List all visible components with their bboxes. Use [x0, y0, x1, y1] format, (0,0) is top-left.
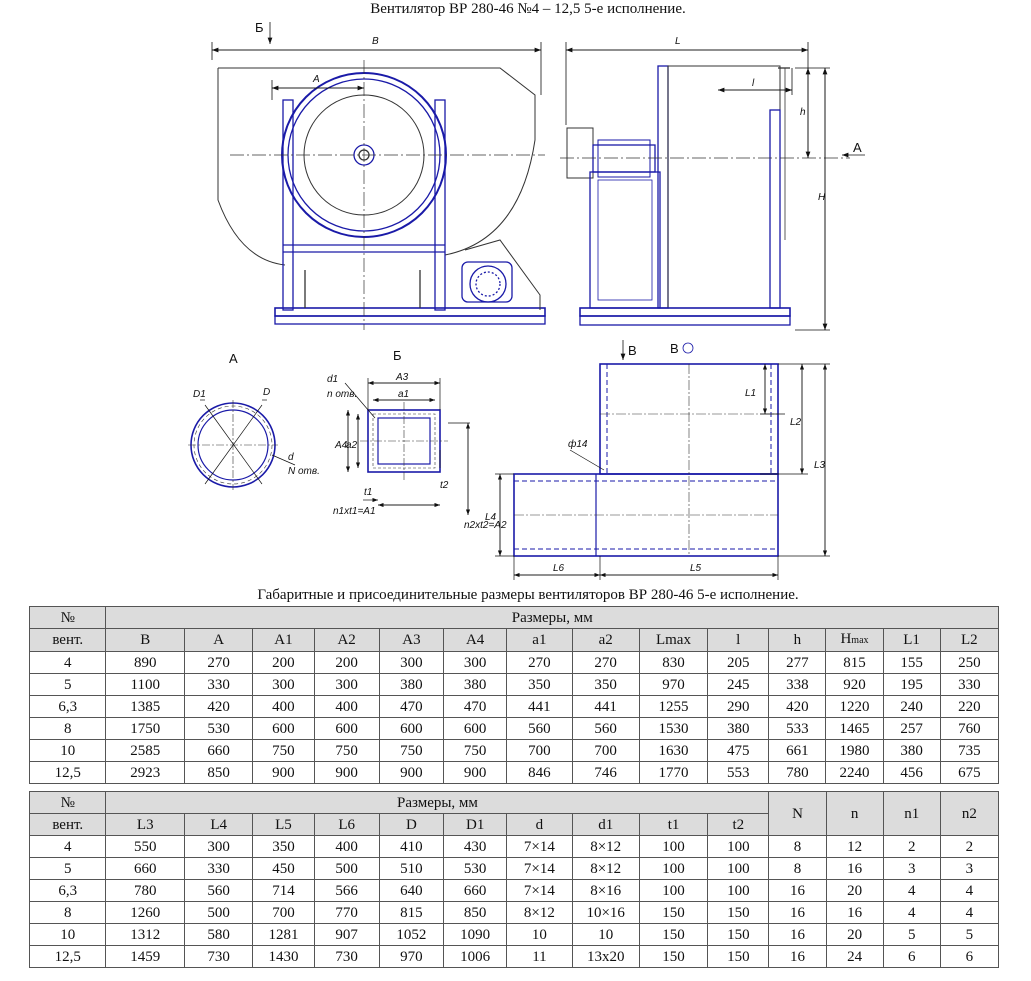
row-number-cell: 5	[30, 674, 106, 696]
value-cell: 100	[639, 880, 707, 902]
value-cell: 100	[708, 858, 769, 880]
value-cell: 920	[826, 674, 883, 696]
value-cell: 8×12	[507, 902, 572, 924]
value-cell: 100	[708, 880, 769, 902]
col-header: a1	[507, 629, 572, 652]
value-cell: 510	[379, 858, 443, 880]
row-number-cell: 10	[30, 740, 106, 762]
value-cell: 750	[379, 740, 443, 762]
value-cell: 1530	[639, 718, 707, 740]
dim-l1-label: L1	[745, 388, 757, 399]
col-header: t1	[639, 814, 707, 836]
value-cell: 470	[444, 696, 507, 718]
rect-n-holes-label: n отв.	[327, 389, 358, 400]
value-cell: 150	[708, 924, 769, 946]
row-number-cell: 12,5	[30, 762, 106, 784]
flange-n-holes-label: N отв.	[288, 466, 320, 477]
value-cell: 675	[940, 762, 998, 784]
value-cell: 13x20	[572, 946, 639, 968]
front-view	[218, 60, 545, 330]
value-cell: 7×14	[507, 858, 572, 880]
value-cell: 1006	[444, 946, 507, 968]
col-header: A2	[314, 629, 379, 652]
value-cell: 6	[883, 946, 940, 968]
value-cell: 830	[639, 652, 707, 674]
col-header: Lmax	[639, 629, 707, 652]
value-cell: 10	[507, 924, 572, 946]
value-cell: 420	[769, 696, 826, 718]
row-number-cell: 8	[30, 902, 106, 924]
rect-n2xt2-label: n2xt2=A2	[464, 520, 507, 531]
value-cell: 1630	[639, 740, 707, 762]
value-cell: 750	[444, 740, 507, 762]
value-cell: 4	[940, 880, 998, 902]
value-cell: 700	[507, 740, 572, 762]
value-cell: 746	[572, 762, 639, 784]
group-header: Размеры, мм	[106, 607, 999, 629]
flange-d-label: D	[263, 387, 271, 398]
view-a-label: A	[229, 351, 238, 366]
col-header: A4	[444, 629, 507, 652]
dimensions-table-2	[29, 791, 999, 968]
value-cell: 300	[314, 674, 379, 696]
row-number-cell: 10	[30, 924, 106, 946]
dimensions-table-1	[29, 606, 999, 784]
value-cell: 1980	[826, 740, 883, 762]
value-cell: 10×16	[572, 902, 639, 924]
value-cell: 24	[826, 946, 883, 968]
col-header: n1	[883, 792, 940, 836]
value-cell: 735	[940, 740, 998, 762]
value-cell: 1430	[253, 946, 314, 968]
col-header: n	[826, 792, 883, 836]
value-cell: 20	[826, 924, 883, 946]
side-view	[560, 66, 850, 325]
value-cell: 1090	[444, 924, 507, 946]
value-cell: 3	[883, 858, 940, 880]
rect-t2-label: t2	[440, 480, 449, 491]
section-b-label: Б	[255, 20, 264, 35]
col-header: L5	[253, 814, 314, 836]
value-cell: 730	[185, 946, 253, 968]
value-cell: 850	[185, 762, 253, 784]
value-cell: 470	[379, 696, 443, 718]
col-header: L3	[106, 814, 185, 836]
value-cell: 750	[314, 740, 379, 762]
value-cell: 380	[379, 674, 443, 696]
value-cell: 338	[769, 674, 826, 696]
value-cell: 441	[572, 696, 639, 718]
value-cell: 1750	[106, 718, 185, 740]
table-row	[30, 924, 999, 946]
table-row	[30, 946, 999, 968]
value-cell: 6	[940, 946, 998, 968]
value-cell: 5	[883, 924, 940, 946]
rect-a4-label: A4	[335, 440, 348, 451]
value-cell: 300	[444, 652, 507, 674]
value-cell: 850	[444, 902, 507, 924]
group-header: Размеры, мм	[106, 792, 769, 814]
dim-h-label: h	[800, 107, 806, 118]
col-header: L1	[883, 629, 940, 652]
base-plan-view	[514, 364, 778, 556]
value-cell: 750	[253, 740, 314, 762]
value-cell: 560	[572, 718, 639, 740]
value-cell: 400	[314, 836, 379, 858]
flange-view-b	[360, 402, 448, 480]
value-cell: 900	[444, 762, 507, 784]
value-cell: 8	[769, 836, 826, 858]
value-cell: 257	[883, 718, 940, 740]
value-cell: 4	[883, 880, 940, 902]
value-cell: 205	[708, 652, 769, 674]
num-header-bottom: вент.	[30, 629, 106, 652]
num-header-bottom: вент.	[30, 814, 106, 836]
value-cell: 150	[639, 902, 707, 924]
rect-d1-label: d1	[327, 374, 339, 385]
value-cell: 600	[314, 718, 379, 740]
value-cell: 780	[769, 762, 826, 784]
value-cell: 240	[883, 696, 940, 718]
dim-l-label: l	[752, 78, 755, 89]
value-cell: 1260	[106, 902, 185, 924]
value-cell: 16	[769, 946, 826, 968]
value-cell: 600	[379, 718, 443, 740]
value-cell: 250	[940, 652, 998, 674]
value-cell: 300	[253, 674, 314, 696]
value-cell: 580	[185, 924, 253, 946]
value-cell: 550	[106, 836, 185, 858]
value-cell: 277	[769, 652, 826, 674]
value-cell: 8×12	[572, 836, 639, 858]
value-cell: 970	[379, 946, 443, 968]
value-cell: 150	[639, 946, 707, 968]
table-row	[30, 674, 999, 696]
value-cell: 700	[572, 740, 639, 762]
value-cell: 1385	[106, 696, 185, 718]
value-cell: 150	[639, 924, 707, 946]
value-cell: 640	[379, 880, 443, 902]
value-cell: 4	[940, 902, 998, 924]
value-cell: 350	[253, 836, 314, 858]
value-cell: 456	[883, 762, 940, 784]
col-header: d1	[572, 814, 639, 836]
row-number-cell: 12,5	[30, 946, 106, 968]
value-cell: 195	[883, 674, 940, 696]
value-cell: 2923	[106, 762, 185, 784]
value-cell: 441	[507, 696, 572, 718]
value-cell: 350	[572, 674, 639, 696]
value-cell: 270	[185, 652, 253, 674]
value-cell: 660	[444, 880, 507, 902]
value-cell: 330	[940, 674, 998, 696]
col-header: L6	[314, 814, 379, 836]
value-cell: 430	[444, 836, 507, 858]
value-cell: 600	[444, 718, 507, 740]
value-cell: 350	[507, 674, 572, 696]
rect-t1-label: t1	[364, 487, 373, 498]
value-cell: 380	[444, 674, 507, 696]
value-cell: 16	[769, 902, 826, 924]
value-cell: 200	[253, 652, 314, 674]
row-number-cell: 5	[30, 858, 106, 880]
value-cell: 20	[826, 880, 883, 902]
value-cell: 16	[769, 880, 826, 902]
value-cell: 8×12	[572, 858, 639, 880]
value-cell: 890	[106, 652, 185, 674]
flange-view-a	[188, 400, 295, 490]
table-row	[30, 762, 999, 784]
value-cell: 2240	[826, 762, 883, 784]
dim-phi14-label: ф14	[568, 439, 588, 450]
value-cell: 150	[708, 946, 769, 968]
col-header: L2	[940, 629, 998, 652]
value-cell: 410	[379, 836, 443, 858]
value-cell: 1770	[639, 762, 707, 784]
value-cell: 1312	[106, 924, 185, 946]
num-header-top: №	[30, 607, 106, 629]
row-number-cell: 6,3	[30, 880, 106, 902]
value-cell: 714	[253, 880, 314, 902]
dim-l-total-label: L	[675, 36, 681, 47]
value-cell: 1459	[106, 946, 185, 968]
dim-h-total-label: H	[818, 192, 826, 203]
value-cell: 780	[106, 880, 185, 902]
view-b-label: Б	[393, 348, 402, 363]
arrow-a-label: A	[853, 140, 862, 155]
value-cell: 533	[769, 718, 826, 740]
row-number-cell: 6,3	[30, 696, 106, 718]
value-cell: 16	[769, 924, 826, 946]
value-cell: 100	[639, 858, 707, 880]
row-number-cell: 4	[30, 652, 106, 674]
value-cell: 900	[253, 762, 314, 784]
table-row	[30, 836, 999, 858]
value-cell: 300	[379, 652, 443, 674]
value-cell: 200	[314, 652, 379, 674]
dim-a-label: A	[313, 74, 320, 85]
table-row	[30, 902, 999, 924]
value-cell: 400	[253, 696, 314, 718]
value-cell: 7×14	[507, 836, 572, 858]
table-row	[30, 880, 999, 902]
value-cell: 846	[507, 762, 572, 784]
rect-a1-label: a1	[398, 389, 410, 400]
flange-hole-d-label: d	[288, 452, 294, 463]
flange-d1-label: D1	[193, 389, 206, 400]
value-cell: 660	[106, 858, 185, 880]
value-cell: 1465	[826, 718, 883, 740]
dim-b-label: B	[372, 36, 379, 47]
value-cell: 8	[769, 858, 826, 880]
value-cell: 1220	[826, 696, 883, 718]
value-cell: 760	[940, 718, 998, 740]
table-title: Габаритные и присоединительные размеры вентиляторов ВР 280-46 5-е исполнение.	[257, 587, 799, 603]
col-header: L4	[185, 814, 253, 836]
value-cell: 730	[314, 946, 379, 968]
value-cell: 16	[826, 858, 883, 880]
arrow-v-label: В	[628, 343, 637, 358]
value-cell: 300	[185, 836, 253, 858]
value-cell: 475	[708, 740, 769, 762]
value-cell: 330	[185, 858, 253, 880]
col-header: h	[769, 629, 826, 652]
value-cell: 815	[826, 652, 883, 674]
value-cell: 4	[883, 902, 940, 924]
dim-l4-label: L4	[485, 512, 497, 523]
value-cell: 660	[185, 740, 253, 762]
value-cell: 907	[314, 924, 379, 946]
value-cell: 270	[507, 652, 572, 674]
value-cell: 150	[708, 902, 769, 924]
value-cell: 500	[185, 902, 253, 924]
value-cell: 450	[253, 858, 314, 880]
col-header: A	[185, 629, 253, 652]
value-cell: 155	[883, 652, 940, 674]
dim-l2-label: L2	[790, 417, 802, 428]
value-cell: 330	[185, 674, 253, 696]
view-v-label: В	[670, 341, 679, 356]
col-header: B	[106, 629, 185, 652]
value-cell: 661	[769, 740, 826, 762]
value-cell: 1281	[253, 924, 314, 946]
value-cell: 1100	[106, 674, 185, 696]
col-header: n2	[940, 792, 998, 836]
col-header: A3	[379, 629, 443, 652]
value-cell: 1255	[639, 696, 707, 718]
table-row	[30, 718, 999, 740]
value-cell: 270	[572, 652, 639, 674]
row-number-cell: 4	[30, 836, 106, 858]
value-cell: 2	[883, 836, 940, 858]
value-cell: 900	[379, 762, 443, 784]
value-cell: 290	[708, 696, 769, 718]
table-row	[30, 858, 999, 880]
value-cell: 16	[826, 902, 883, 924]
value-cell: 420	[185, 696, 253, 718]
value-cell: 530	[444, 858, 507, 880]
dim-l3-label: L3	[814, 460, 826, 471]
rect-n1xt1-label: n1xt1=A1	[333, 506, 376, 517]
rect-a3-label: A3	[396, 372, 409, 383]
value-cell: 8×16	[572, 880, 639, 902]
value-cell: 400	[314, 696, 379, 718]
value-cell: 815	[379, 902, 443, 924]
value-cell: 12	[826, 836, 883, 858]
rect-a2-label: a2	[346, 440, 358, 451]
col-header: Hmax	[826, 629, 883, 652]
value-cell: 1052	[379, 924, 443, 946]
page-title: Вентилятор ВР 280-46 №4 – 12,5 5-е исполнение.	[370, 1, 686, 17]
col-header: l	[708, 629, 769, 652]
table-row	[30, 740, 999, 762]
table-row	[30, 696, 999, 718]
value-cell: 7×14	[507, 880, 572, 902]
value-cell: 380	[708, 718, 769, 740]
value-cell: 3	[940, 858, 998, 880]
value-cell: 560	[185, 880, 253, 902]
dim-l5-label: L5	[690, 563, 702, 574]
col-header: D1	[444, 814, 507, 836]
dim-l6-label: L6	[553, 563, 565, 574]
value-cell: 100	[708, 836, 769, 858]
value-cell: 2585	[106, 740, 185, 762]
value-cell: 10	[572, 924, 639, 946]
num-header-top: №	[30, 792, 106, 814]
value-cell: 500	[314, 858, 379, 880]
row-number-cell: 8	[30, 718, 106, 740]
col-header: d	[507, 814, 572, 836]
col-header: D	[379, 814, 443, 836]
value-cell: 2	[940, 836, 998, 858]
value-cell: 566	[314, 880, 379, 902]
value-cell: 5	[940, 924, 998, 946]
value-cell: 553	[708, 762, 769, 784]
value-cell: 530	[185, 718, 253, 740]
value-cell: 970	[639, 674, 707, 696]
value-cell: 380	[883, 740, 940, 762]
col-header: N	[769, 792, 826, 836]
col-header: A1	[253, 629, 314, 652]
value-cell: 560	[507, 718, 572, 740]
value-cell: 900	[314, 762, 379, 784]
value-cell: 11	[507, 946, 572, 968]
value-cell: 245	[708, 674, 769, 696]
col-header: t2	[708, 814, 769, 836]
table-row	[30, 652, 999, 674]
value-cell: 220	[940, 696, 998, 718]
col-header: a2	[572, 629, 639, 652]
value-cell: 100	[639, 836, 707, 858]
value-cell: 600	[253, 718, 314, 740]
col-header-sub: max	[851, 635, 869, 646]
value-cell: 770	[314, 902, 379, 924]
value-cell: 700	[253, 902, 314, 924]
